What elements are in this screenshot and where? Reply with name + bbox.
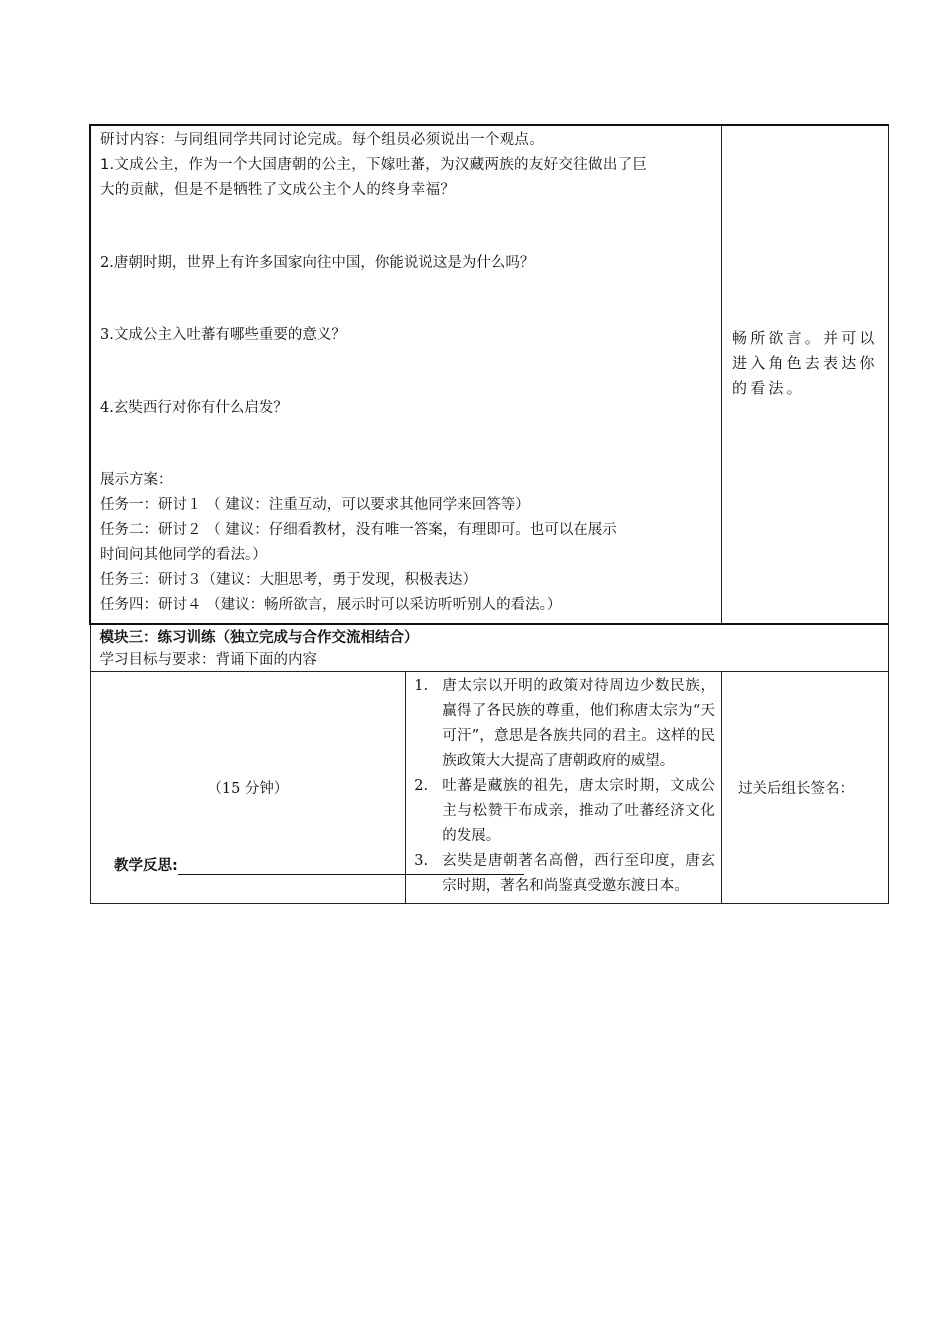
question-4: 4.玄奘西行对你有什么启发？	[100, 400, 288, 416]
task-2-line1: 任务二：研讨２ （ 建议：仔细看教材，没有唯一答案，有理即可。也可以在展示	[100, 522, 617, 538]
module3-goal: 学习目标与要求：背诵下面的内容	[99, 652, 317, 668]
lesson-table	[89, 124, 889, 904]
discussion-intro: 研讨内容：与同组同学共同讨论完成。每个组员必须说出一个观点。	[100, 132, 544, 148]
side-note: 畅所欲言。并可以进入角色去表达你的看法。	[732, 329, 878, 397]
side-note-cell	[722, 125, 889, 624]
task-1: 任务一：研讨１ （ 建议：注重互动，可以要求其他同学来回答等）	[100, 497, 530, 513]
question-1-line2: 大的贡献，但是不是牺牲了文成公主个人的终身幸福？	[100, 182, 456, 198]
list-item: 1. 唐太宗以开明的政策对待周边少数民族，赢得了各民族的尊重，他们称唐太宗为“天可汗”，意思是各族共同的君主。这样的民族政策大大提高了唐朝政府的威望。	[414, 678, 715, 769]
task-4: 任务四：研讨４ （建议：畅所欲言，展示时可以采访听听别人的看法。）	[100, 597, 562, 613]
time-label: （15 分钟）	[207, 781, 289, 797]
reflection-blank-line[interactable]	[178, 857, 524, 875]
list-item: 3. 玄奘是唐朝著名高僧，西行至印度，唐玄宗时期，著名和尚鉴真受邀东渡日本。	[414, 853, 715, 894]
sign-label: 过关后组长签名：	[738, 781, 854, 797]
task-3: 任务三：研讨３（建议：大胆思考，勇于发现，积极表达）	[100, 572, 477, 588]
module3-title: 模块三：练习训练（独立完成与合作交流相结合）	[99, 630, 419, 646]
list-item: 2. 吐蕃是藏族的祖先，唐太宗时期，文成公主与松赞干布成亲，推动了吐蕃经济文化的发展。	[414, 778, 715, 844]
reflection-label: 教学反思:	[114, 858, 178, 874]
plan-title: 展示方案：	[100, 472, 173, 488]
question-1-line1: 1.文成公主，作为一个大国唐朝的公主，下嫁吐蕃，为汉藏两族的友好交往做出了巨	[100, 157, 648, 173]
discussion-cell	[90, 125, 722, 624]
task-2-line2: 时间问其他同学的看法。）	[100, 547, 267, 563]
question-2: 2.唐朝时期，世界上有许多国家向往中国，你能说说这是为什么吗？	[100, 255, 535, 271]
teaching-reflection	[114, 854, 524, 875]
question-3: 3.文成公主入吐蕃有哪些重要的意义？	[100, 327, 346, 343]
sign-cell	[722, 672, 889, 904]
module3-header-cell	[90, 624, 889, 672]
